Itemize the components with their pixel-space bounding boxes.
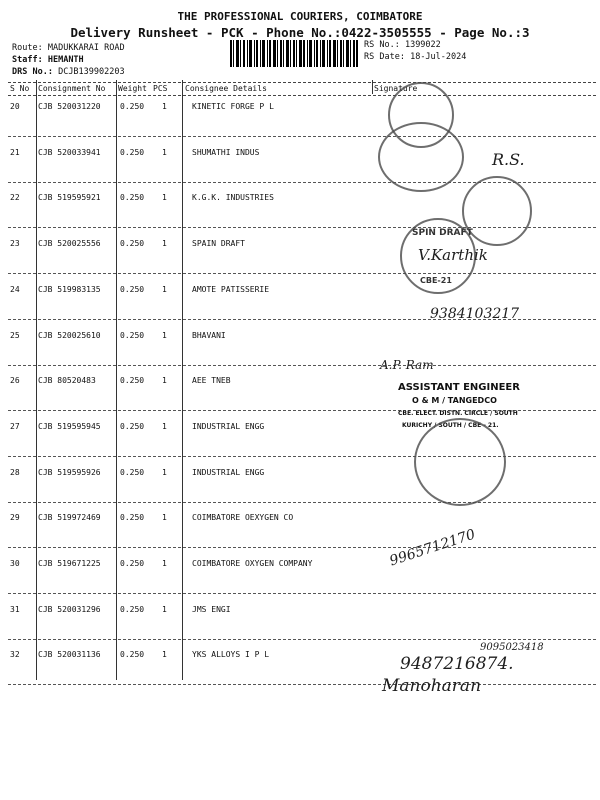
row-consignment-no: CJB 520033941 bbox=[38, 148, 101, 157]
row-consignment-no: CJB 520025556 bbox=[38, 239, 101, 248]
row-sno: 27 bbox=[10, 422, 20, 431]
row-sno: 29 bbox=[10, 513, 20, 522]
handwritten-phone-3: 9095023418 bbox=[480, 642, 544, 653]
row-pcs: 1 bbox=[162, 650, 167, 659]
table-row bbox=[8, 513, 596, 559]
table-row bbox=[8, 559, 596, 605]
stamp-cbe-text: CBE-21 bbox=[420, 276, 452, 285]
staff-line: Staff: HEMANTH bbox=[12, 55, 84, 65]
row-weight: 0.250 bbox=[120, 605, 145, 614]
row-consignment-no: CJB 520031220 bbox=[38, 102, 101, 111]
row-sno: 31 bbox=[10, 605, 20, 614]
row-sno: 22 bbox=[10, 193, 20, 202]
row-consignment-no: CJB 519671225 bbox=[38, 559, 101, 568]
handwritten-phone-2: 9965712170 bbox=[387, 526, 478, 570]
col-signature: Signature bbox=[374, 84, 418, 93]
row-consignee: BHAVANI bbox=[192, 331, 226, 340]
row-sno: 25 bbox=[10, 331, 20, 340]
row-consignee: K.G.K. INDUSTRIES bbox=[192, 193, 274, 202]
row-consignee: SHUMATHI INDUS bbox=[192, 148, 260, 157]
col-consignment: Consignment No bbox=[38, 84, 106, 93]
row-consignee: AMOTE PATISSERIE bbox=[192, 285, 270, 294]
row-separator bbox=[8, 136, 596, 137]
company-title: THE PROFESSIONAL COURIERS, COIMBATORE bbox=[177, 10, 423, 23]
table-row bbox=[8, 331, 596, 377]
row-consignment-no: CJB 519595926 bbox=[38, 468, 101, 477]
row-separator bbox=[8, 273, 596, 274]
row-consignee: INDUSTRIAL ENGG bbox=[192, 468, 265, 477]
stamp-aee-line1: ASSISTANT ENGINEER bbox=[398, 382, 520, 393]
row-weight: 0.250 bbox=[120, 239, 145, 248]
col-consignee: Consignee Details bbox=[185, 84, 267, 93]
stamp-shumathi bbox=[378, 122, 464, 192]
row-sno: 23 bbox=[10, 239, 20, 248]
col-pcs: PCS bbox=[153, 84, 168, 93]
row-pcs: 1 bbox=[162, 468, 167, 477]
row-consignee: JMS ENGI bbox=[192, 605, 231, 614]
row-consignee: COIMBATORE OXYGEN COMPANY bbox=[192, 559, 313, 568]
table-row bbox=[8, 102, 596, 148]
row-weight: 0.250 bbox=[120, 468, 145, 477]
row-sno: 26 bbox=[10, 376, 20, 385]
row-weight: 0.250 bbox=[120, 148, 145, 157]
row-separator bbox=[8, 547, 596, 548]
signature-shumathi: R.S. bbox=[492, 150, 525, 169]
col-sno: S No bbox=[10, 84, 30, 93]
row-separator bbox=[8, 593, 596, 594]
row-consignment-no: CJB 519595921 bbox=[38, 193, 101, 202]
row-sno: 28 bbox=[10, 468, 20, 477]
table-header bbox=[8, 82, 596, 96]
rs-date-line: RS Date: 18-Jul-2024 bbox=[364, 52, 467, 62]
row-separator bbox=[8, 365, 596, 366]
row-consignee: KINETIC FORGE P L bbox=[192, 102, 274, 111]
row-consignee: AEE TNEB bbox=[192, 376, 231, 385]
row-weight: 0.250 bbox=[120, 331, 145, 340]
table-row bbox=[8, 239, 596, 285]
row-weight: 0.250 bbox=[120, 285, 145, 294]
stamp-spain-text: SPIN DRAFT bbox=[412, 228, 473, 238]
row-sno: 32 bbox=[10, 650, 20, 659]
row-sno: 24 bbox=[10, 285, 20, 294]
row-pcs: 1 bbox=[162, 331, 167, 340]
row-sno: 21 bbox=[10, 148, 20, 157]
row-weight: 0.250 bbox=[120, 513, 145, 522]
row-pcs: 1 bbox=[162, 285, 167, 294]
row-pcs: 1 bbox=[162, 376, 167, 385]
row-consignment-no: CJB 519972469 bbox=[38, 513, 101, 522]
row-consignee: INDUSTRIAL ENGG bbox=[192, 422, 265, 431]
row-weight: 0.250 bbox=[120, 193, 145, 202]
row-pcs: 1 bbox=[162, 513, 167, 522]
handwritten-phone-1: 9384103217 bbox=[430, 306, 520, 322]
col-divider bbox=[372, 80, 373, 94]
row-sno: 30 bbox=[10, 559, 20, 568]
row-weight: 0.250 bbox=[120, 376, 145, 385]
row-pcs: 1 bbox=[162, 422, 167, 431]
row-consignment-no: CJB 519983135 bbox=[38, 285, 101, 294]
barcode-image bbox=[230, 40, 358, 67]
row-consignment-no: CJB 520031136 bbox=[38, 650, 101, 659]
table-row bbox=[8, 468, 596, 514]
row-separator bbox=[8, 639, 596, 640]
handwritten-phone-4: 9487216874. bbox=[400, 654, 514, 674]
row-weight: 0.250 bbox=[120, 422, 145, 431]
row-pcs: 1 bbox=[162, 239, 167, 248]
row-pcs: 1 bbox=[162, 605, 167, 614]
signature-spain: V.Karthik bbox=[418, 246, 488, 264]
col-weight: Weight bbox=[118, 84, 147, 93]
signature-bhavani: A.P. Ram bbox=[380, 358, 434, 372]
row-sno: 20 bbox=[10, 102, 20, 111]
row-consignee: YKS ALLOYS I P L bbox=[192, 650, 270, 659]
stamp-industrial bbox=[414, 418, 506, 506]
row-pcs: 1 bbox=[162, 193, 167, 202]
row-separator bbox=[8, 456, 596, 457]
stamp-aee-line3: CBE. ELECT. DISTN. CIRCLE / SOUTH bbox=[398, 410, 518, 417]
row-consignee: SPAIN DRAFT bbox=[192, 239, 245, 248]
table-row bbox=[8, 422, 596, 468]
row-consignment-no: CJB 519595945 bbox=[38, 422, 101, 431]
rs-no-line: RS No.: 1399022 bbox=[364, 40, 441, 50]
row-consignment-no: CJB 520031296 bbox=[38, 605, 101, 614]
row-pcs: 1 bbox=[162, 559, 167, 568]
handwritten-name: Manoharan bbox=[382, 676, 482, 696]
row-consignment-no: CJB 520025610 bbox=[38, 331, 101, 340]
row-pcs: 1 bbox=[162, 102, 167, 111]
row-pcs: 1 bbox=[162, 148, 167, 157]
runsheet-title: Delivery Runsheet - PCK - Phone No.:0422-3505555 - Page No.:3 bbox=[70, 25, 530, 40]
route-line: Route: MADUKKARAI ROAD bbox=[12, 43, 125, 53]
row-consignee: COIMBATORE OEXYGEN CO bbox=[192, 513, 294, 522]
row-weight: 0.250 bbox=[120, 102, 145, 111]
row-weight: 0.250 bbox=[120, 559, 145, 568]
row-weight: 0.250 bbox=[120, 650, 145, 659]
stamp-aee-line4: KURICHY / SOUTH / CBE - 21. bbox=[402, 422, 499, 429]
row-consignment-no: CJB 80520483 bbox=[38, 376, 96, 385]
stamp-aee-line2: O & M / TANGEDCO bbox=[412, 396, 497, 405]
drs-line: DRS No.: DCJB139902203 bbox=[12, 67, 125, 77]
row-separator bbox=[8, 502, 596, 503]
row-separator bbox=[8, 684, 596, 685]
